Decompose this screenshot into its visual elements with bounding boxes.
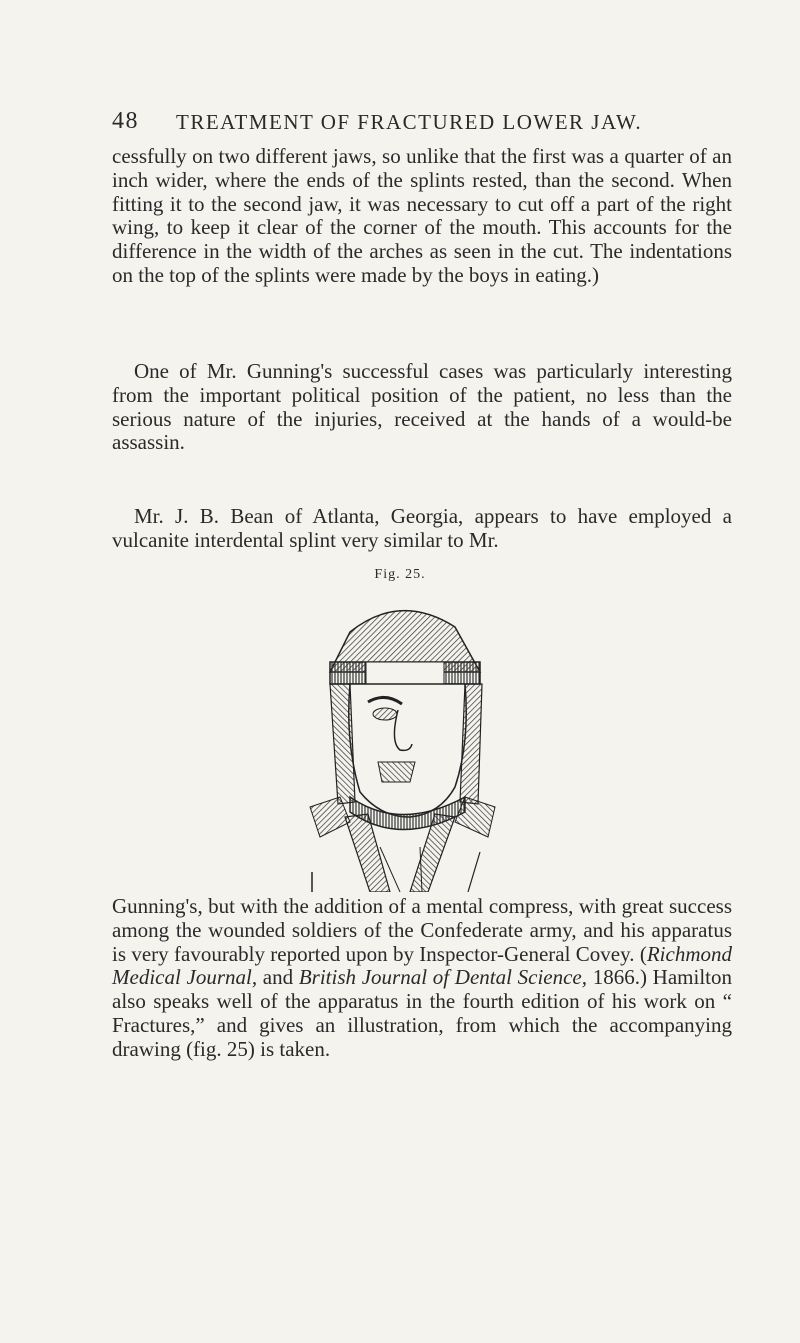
journal-richmond: Richmond Medical Journal, (112, 941, 732, 990)
head-bandage-engraving (250, 592, 550, 892)
paragraph-1: cessfully on two different jaws, so unlike that the first was a quarter of an inch wider, where the ends of the splints rested, than the second. When fitting it to the second jaw, it was necessary to cut off a part of the right wing, to keep it clear of the corner of the mouth. This accounts for the difference in the width of the arches as seen in the cut. The indentations on the top of the splints were made by the boys in eating.) (112, 144, 732, 287)
running-header (112, 108, 732, 138)
journal-british: British Journal of Dental Science, (298, 965, 588, 990)
figure-25-illustration (250, 592, 550, 892)
paragraph-4-text-b: and (257, 965, 299, 990)
figure-caption: Fig. 25. (374, 567, 426, 582)
paragraph-4 (112, 895, 732, 1062)
running-title: TREATMENT OF FRACTURED LOWER JAW. (176, 110, 643, 134)
paragraph-2: One of Mr. Gunning's successful cases was particularly interesting from the important political position of the patient, no less than the serious nature of the injuries, received at the hands of a would-be assassin. (112, 359, 732, 455)
paragraph-3: Mr. J. B. Bean of Atlanta, Georgia, appears to have employed a vulcanite interdental splint very similar to Mr. (112, 504, 732, 552)
page-number: 48 (112, 108, 139, 134)
paragraph-4-text-a: Gunning's, but with the addition of a mental compress, with great success among the wounded soldiers of the Confederate army, and his apparatus is very favourably reported upon by Inspector-General Covey. ( (112, 894, 732, 966)
paragraph-4-text-c: 1866.) Hamilton also speaks well of the apparatus in the fourth edition of his work on “ Fractures,” and gives an illustration, from which the accompanying drawing (fig. 25) is taken. (112, 965, 732, 1061)
